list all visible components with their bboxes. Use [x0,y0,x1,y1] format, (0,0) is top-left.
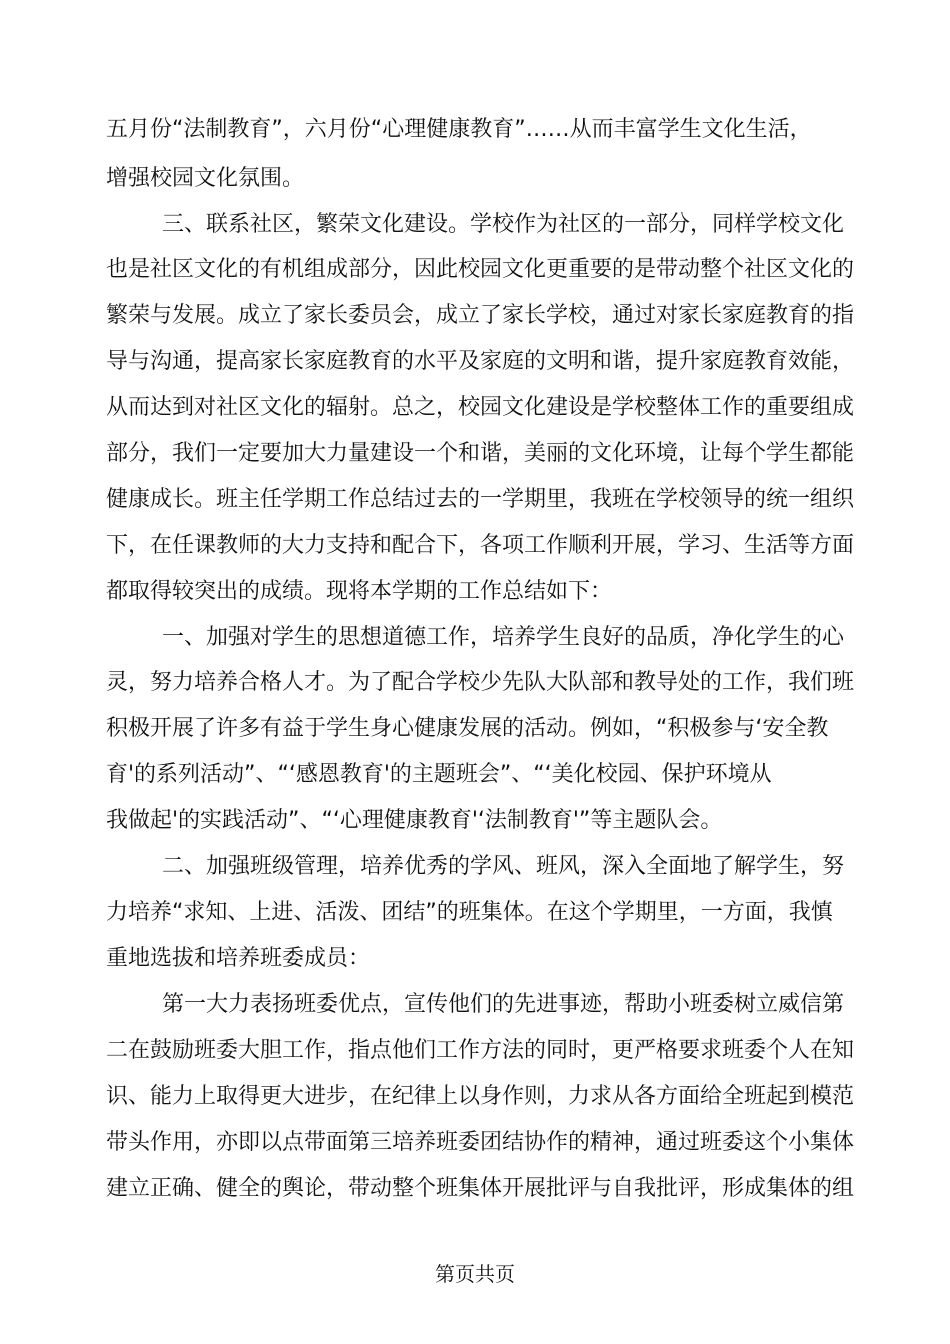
page-footer: 第页共页 [435,1262,515,1286]
text-line-16: 我做起'的实践活动”、“‘心理健康教育'‘法制教育'”等主题队会。 [106,808,723,833]
text-line-24: 建立正确、健全的舆论，带动整个班集体开展批评与自我批评，形成集体的组 [106,1176,855,1201]
text-line-23: 带头作用，亦即以点带面第三培养班委团结协作的精神，通过班委这个小集体 [106,1130,855,1155]
text-line-11: 都取得较突出的成绩。现将本学期的工作总结如下： [106,579,613,604]
text-line-20: 第一大力表扬班委优点，宣传他们的先进事迹，帮助小班委树立威信第 [162,992,845,1017]
text-line-21: 二在鼓励班委大胆工作，指点他们工作方法的同时，更严格要求班委个人在知 [106,1038,855,1063]
text-line-3: 三、联系社区，繁荣文化建设。学校作为社区的一部分，同样学校文化 [162,212,845,237]
text-line-8: 部分，我们一定要加大力量建设一个和谐，美丽的文化环境，让每个学生都能 [106,441,855,466]
text-line-15: 育'的系列活动”、“‘感恩教育'的主题班会”、“‘美化校园、保护环境从 [106,762,772,787]
text-line-2: 增强校园文化氛围。 [106,166,305,191]
text-line-19: 重地选拔和培养班委成员： [106,946,371,971]
text-line-7: 从而达到对社区文化的辐射。总之，校园文化建设是学校整体工作的重要组成 [106,395,855,420]
text-line-18: 力培养“求知、上进、活泼、团结”的班集体。在这个学期里，一方面，我慎 [106,900,833,925]
text-line-6: 导与沟通，提高家长家庭教育的水平及家庭的文明和谐，提升家庭教育效能， [106,349,855,374]
text-line-14: 积极开展了许多有益于学生身心健康发展的活动。例如，“积极参与‘安全教 [106,716,829,741]
text-line-1: 五月份“法制教育”，六月份“心理健康教育”……从而丰富学生文化生活， [106,117,812,142]
text-line-4: 也是社区文化的有机组成部分，因此校园文化更重要的是带动整个社区文化的 [106,257,855,282]
text-line-10: 下，在任课教师的大力支持和配合下，各项工作顺利开展，学习、生活等方面 [106,533,855,558]
text-line-17: 二、加强班级管理，培养优秀的学风、班风，深入全面地了解学生，努 [162,854,845,879]
text-line-5: 繁荣与发展。成立了家长委员会，成立了家长学校，通过对家长家庭教育的指 [106,303,855,328]
text-line-9: 健康成长。班主任学期工作总结过去的一学期里，我班在学校领导的统一组织 [106,487,855,512]
text-line-22: 识、能力上取得更大进步，在纪律上以身作则，力求从各方面给全班起到模范 [106,1084,855,1109]
text-line-12: 一、加强对学生的思想道德工作，培养学生良好的品质，净化学生的心 [162,625,845,650]
text-line-13: 灵，努力培养合格人才。为了配合学校少先队大队部和教导处的工作，我们班 [106,670,855,695]
